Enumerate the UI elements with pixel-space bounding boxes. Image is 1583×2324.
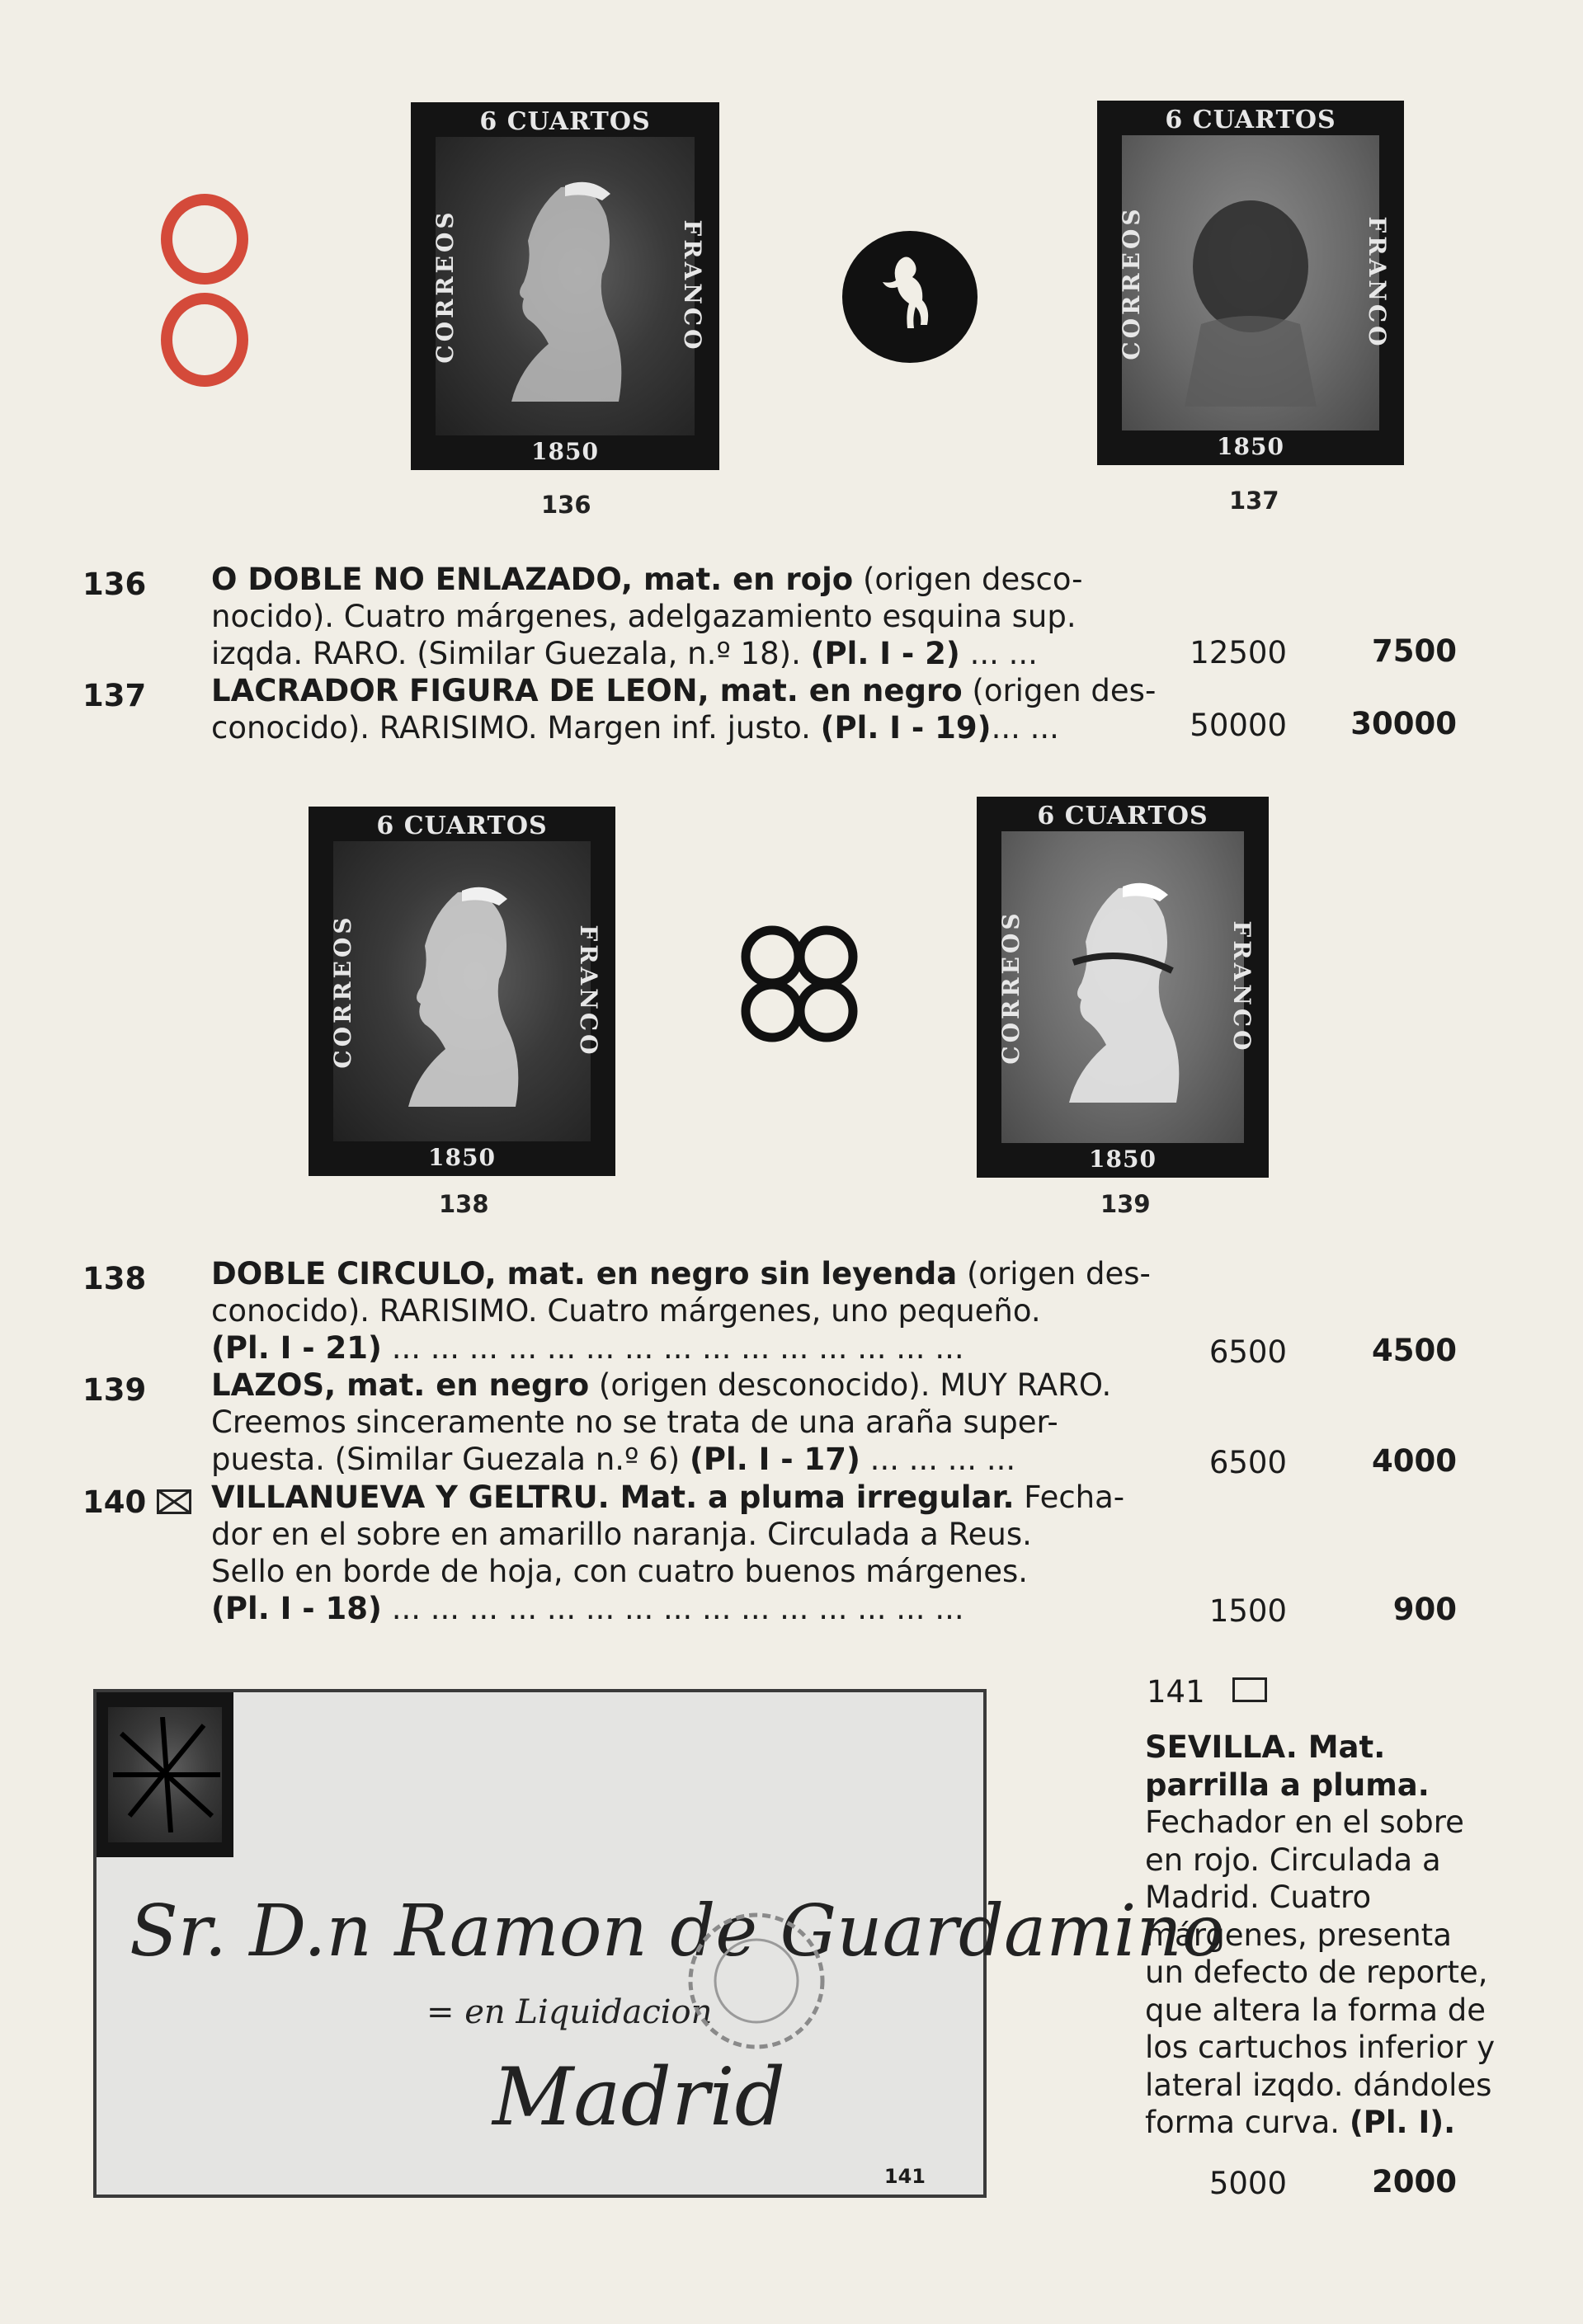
price-estimate: 1500 — [1208, 1593, 1287, 1629]
caption-136: 136 — [541, 491, 591, 519]
price-estimate: 5000 — [1208, 2166, 1287, 2201]
price-start: 900 — [1392, 1592, 1457, 1627]
envelope-stamp — [97, 1692, 233, 1857]
lot-title: LACRADOR FIGURA DE LEON, mat. en negro — [211, 673, 963, 708]
price-estimate: 50000 — [1190, 708, 1287, 743]
seville-datestamp — [674, 1898, 839, 2063]
lot-leader: ... ... — [959, 636, 1038, 671]
lot-description — [211, 672, 1259, 746]
lot-number: 140 — [82, 1484, 147, 1520]
price-start: 7500 — [1372, 633, 1457, 669]
lot-141-description — [1145, 1729, 1500, 2142]
lot-number: 139 — [82, 1372, 147, 1408]
stamp-top-label: 6 CUARTOS — [376, 812, 548, 840]
lot-title: SEVILLA. Mat. parrilla a pluma. — [1145, 1729, 1430, 1803]
lot-plate: (Pl. I - 2) — [810, 636, 960, 671]
stamp-year: 1850 — [428, 1144, 496, 1171]
lot-description — [211, 1255, 1259, 1367]
lot-number: 141 — [1147, 1674, 1205, 1710]
stamp-137 — [1097, 101, 1404, 465]
lot-number: 137 — [82, 678, 147, 713]
stamp-right-label: FRANCO — [1363, 216, 1391, 350]
address-line-3: Madrid — [492, 2051, 786, 2143]
lot-leader: ... ... ... ... ... ... ... ... ... ... ... ... ... ... ... — [381, 1591, 964, 1626]
lot-text: (origen des- — [962, 673, 1157, 708]
lot-plate: (Pl. I - 18) — [211, 1591, 382, 1626]
lot-text: dor en el sobre en amarillo naranja. Circulada a Reus. — [211, 1517, 1032, 1552]
lot-plate: (Pl. I). — [1349, 2105, 1456, 2140]
stamp-136 — [411, 102, 719, 470]
lot-plate: (Pl. I - 17) — [689, 1442, 860, 1477]
stamp-top-label: 6 CUARTOS — [479, 107, 651, 136]
lot-text: puesta. (Similar Guezala n.º 6) — [211, 1442, 681, 1477]
lot-description — [211, 1479, 1259, 1627]
stamp-right-label: FRANCO — [574, 924, 602, 1058]
lot-leader: ... ... ... ... ... ... ... ... ... ... ... ... ... ... ... — [381, 1330, 964, 1366]
lot-text: Creemos sinceramente no se trata de una araña super- — [211, 1404, 1058, 1440]
caption-138: 138 — [439, 1190, 489, 1218]
lot-text: Fecha- — [1014, 1480, 1125, 1515]
lot-text: (origen desco- — [853, 562, 1083, 597]
queen-portrait — [1040, 863, 1205, 1111]
stamp-right-label: FRANCO — [1227, 920, 1256, 1054]
stamp-139 — [977, 797, 1269, 1178]
price-start: 4000 — [1372, 1443, 1457, 1479]
stamp-year: 1850 — [1217, 433, 1284, 460]
lot-text: conocido). RARISIMO. Cuatro márgenes, uno pequeño. — [211, 1293, 1041, 1329]
lot-description — [211, 1367, 1259, 1478]
price-start: 2000 — [1372, 2164, 1457, 2199]
stamp-left-label: CORREOS — [329, 914, 357, 1069]
red-o-doble-cancel — [155, 191, 254, 398]
queen-portrait — [379, 868, 544, 1115]
lion-seal-cancel — [841, 229, 978, 365]
lot-title: LAZOS, mat. en negro — [211, 1367, 590, 1403]
lot-number: 136 — [82, 567, 147, 602]
stamp-year: 1850 — [1089, 1146, 1157, 1173]
lot-title: DOBLE CIRCULO, mat. en negro sin leyenda — [211, 1256, 958, 1291]
caption-139: 139 — [1100, 1190, 1151, 1218]
stamp-right-label: FRANCO — [678, 219, 706, 353]
lot-leader: ... ... — [991, 710, 1059, 746]
lot-description — [211, 561, 1259, 672]
lot-text: nocido). Cuatro márgenes, adelgazamiento esquina sup. — [211, 599, 1077, 634]
lot-number: 138 — [82, 1261, 147, 1296]
lot-text: (origen desconocido). MUY RARO. — [589, 1367, 1112, 1403]
double-circle-cancel — [737, 922, 861, 1047]
price-estimate: 6500 — [1208, 1445, 1287, 1480]
lot-text: Fechador en el sobre en rojo. Circulada a Madrid. Cuatro márgenes, presenta un defecto de reporte, que altera la forma de los cartuchos inferior y lateral izqdo. dándoles forma curva. — [1145, 1804, 1496, 2140]
envelope-cover-icon — [157, 1489, 191, 1514]
stamp-left-label: CORREOS — [997, 910, 1025, 1065]
price-start: 30000 — [1350, 706, 1457, 741]
address-line-1: Sr. D.n Ramon de Guardamino — [130, 1890, 1225, 1973]
stamp-top-label: 6 CUARTOS — [1037, 802, 1208, 830]
cover-envelope-141 — [93, 1689, 1225, 2198]
caption-137: 137 — [1229, 487, 1279, 515]
stamp-left-label: CORREOS — [1118, 205, 1146, 360]
envelope-label: 141 — [883, 2165, 926, 2188]
lot-plate: (Pl. I - 21) — [211, 1330, 382, 1366]
stamp-year: 1850 — [531, 438, 599, 465]
lot-text: Sello en borde de hoja, con cuatro buenos márgenes. — [211, 1554, 1029, 1589]
lot-plate: (Pl. I - 19) — [820, 710, 992, 746]
lot-title: VILLANUEVA Y GELTRU. Mat. a pluma irregular. — [211, 1480, 1015, 1515]
queen-portrait — [483, 162, 648, 410]
lot-text: (origen des- — [957, 1256, 1151, 1291]
lot-leader: ... ... ... ... — [860, 1442, 1016, 1477]
lot-title: O DOBLE NO ENLAZADO, mat. en rojo — [211, 562, 854, 597]
lot-text: conocido). RARISIMO. Margen inf. justo. — [211, 710, 811, 746]
price-start: 4500 — [1372, 1333, 1457, 1368]
pen-cancel-grid — [113, 1717, 220, 1832]
stamp-138 — [309, 807, 615, 1176]
cover-icon — [1232, 1677, 1267, 1702]
stamp-left-label: CORREOS — [431, 209, 459, 364]
price-estimate: 6500 — [1208, 1334, 1287, 1370]
lot-text: izqda. RARO. (Similar Guezala, n.º 18). — [211, 636, 801, 671]
stamp-top-label: 6 CUARTOS — [1165, 106, 1336, 134]
queen-portrait-obscured — [1168, 159, 1333, 407]
price-estimate: 12500 — [1190, 635, 1287, 670]
address-line-2: = en Liquidacion — [426, 1993, 713, 2031]
